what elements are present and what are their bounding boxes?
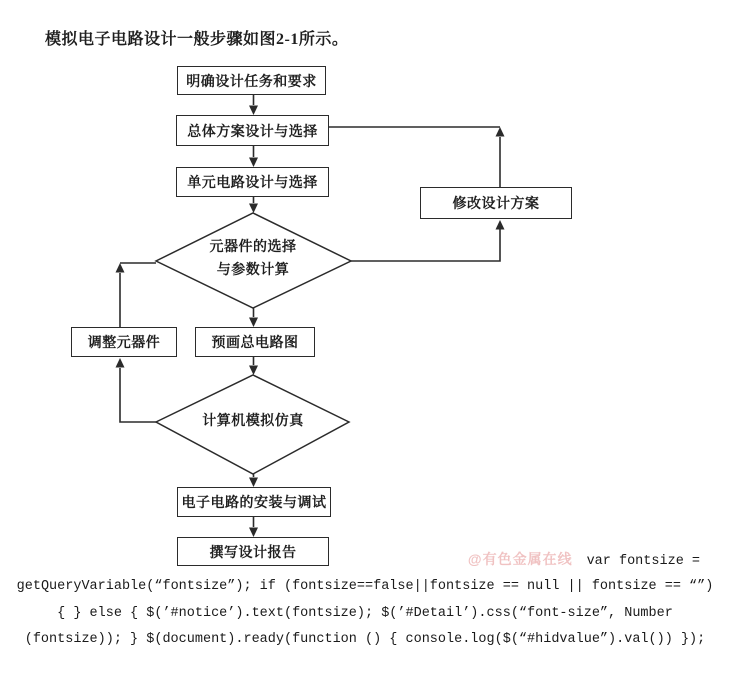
flow-box-adjust-components: 调整元器件 (71, 327, 177, 357)
flow-box-write-report: 撰写设计报告 (177, 537, 329, 566)
flow-box-overall-scheme: 总体方案设计与选择 (176, 115, 329, 146)
flow-box-predraw-schematic: 预画总电路图 (195, 327, 315, 357)
flow-box-define-task: 明确设计任务和要求 (177, 66, 326, 95)
flow-box-unit-circuit: 单元电路设计与选择 (176, 167, 329, 197)
feedback-modify-to-overall (329, 127, 505, 187)
code-line-3: { } else { $(’#notice’).text(fontsize); $(’#Detail’).css(“font-size”, Number (57, 606, 673, 621)
code-line-2: getQueryVariable(“fontsize”); if (fontsize==false||fontsize == null || fontsize == “”) (16, 579, 714, 594)
flow-box-install-debug: 电子电路的安装与调试 (177, 487, 331, 517)
page-title: 模拟电子电路设计一般步骤如图2-1所示。 (45, 31, 349, 48)
arrow-task-to-overall (249, 95, 258, 115)
watermark-text: @有色金属在线 (467, 551, 573, 567)
feedback-simulation-to-adjust (116, 358, 157, 422)
flow-box-modify-design: 修改设计方案 (420, 187, 572, 219)
decision-label-line-1: 元器件的选择 (209, 240, 297, 255)
arrow-selection-diamond-to-predraw (249, 308, 258, 327)
feedback-adjust-to-selection (116, 263, 157, 327)
decision-label-line-2: 与参数计算 (216, 263, 290, 278)
decision-label-component-selection (178, 236, 328, 282)
arrow-predraw-to-simulation-diamond (249, 357, 258, 375)
arrow-overall-to-unit (249, 146, 258, 167)
code-line-4: (fontsize)); } $(document).ready(function () { console.log($(“#hidvalue”).val()) }); (24, 632, 706, 647)
arrow-simulation-diamond-to-install (249, 474, 258, 487)
feedback-selection-to-modify (351, 220, 505, 261)
arrow-install-to-report (249, 517, 258, 537)
arrow-unit-to-selection-diamond (249, 197, 258, 213)
decision-label-computer-simulation (178, 410, 328, 433)
code-fragment: var fontsize = (586, 554, 700, 569)
decision-label-line-1: 计算机模拟仿真 (202, 414, 304, 429)
code-line-1 (0, 550, 730, 571)
